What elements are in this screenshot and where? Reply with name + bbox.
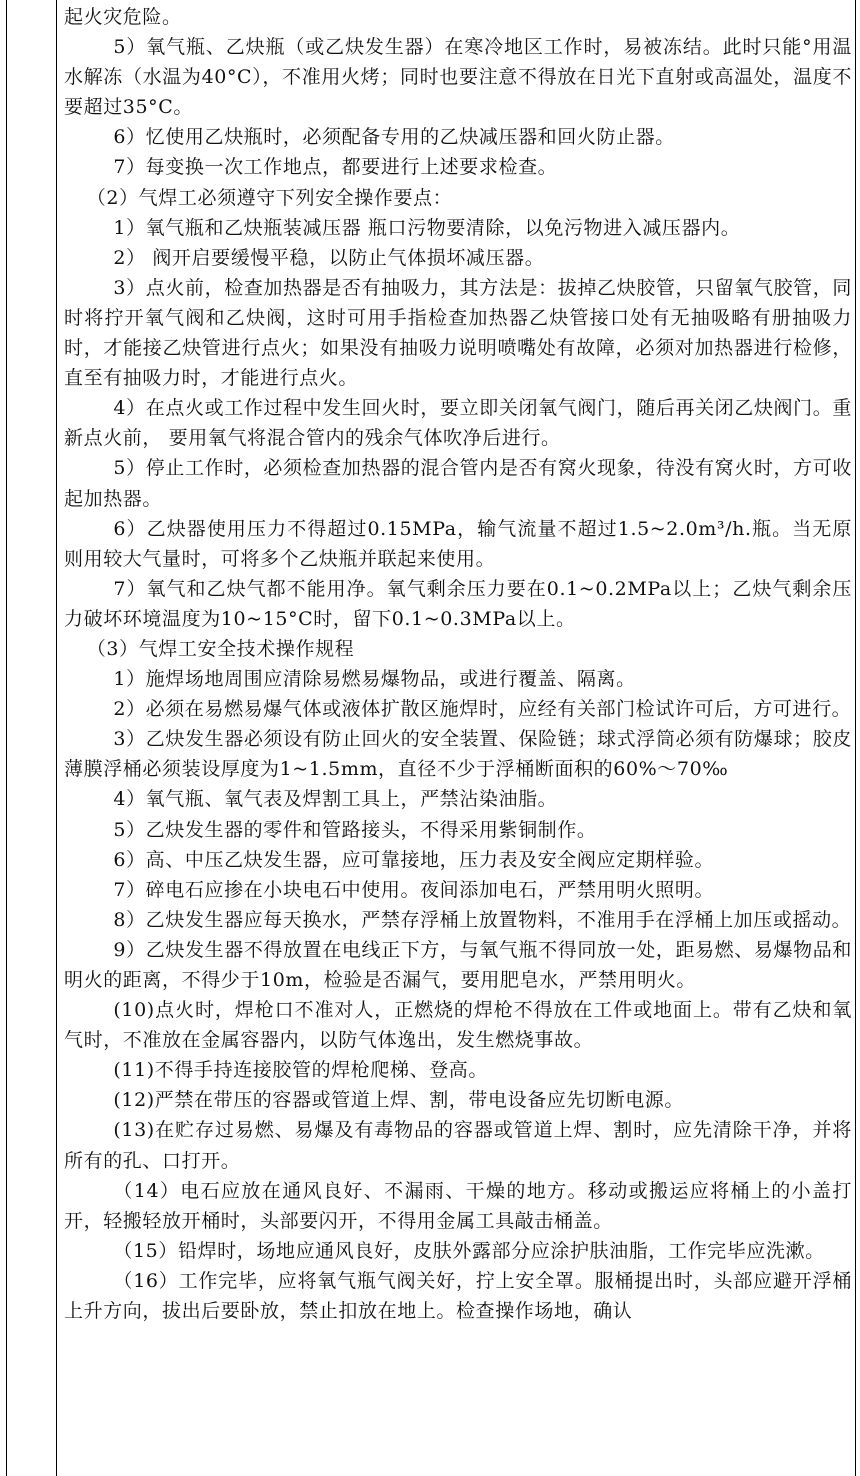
paragraph: 4）在点火或工作过程中发生回火时，要立即关闭氧气阀门，随后再关闭乙炔阀门。重新点火前， 要用氧气将混合管内的残余气体吹净后进行。 [64, 397, 852, 450]
paragraph: 6）高、中压乙炔发生器，应可靠接地，压力表及安全阀应定期样验。 [113, 848, 715, 871]
paragraph: 9）乙炔发生器不得放置在电线正下方，与氧气瓶不得同放一处，距易燃、易爆物品和明火的距离，不得少于10m，检验是否漏气，要用肥皂水，严禁用明火。 [64, 938, 852, 991]
paragraph: （15）铅焊时，场地应通风良好，皮肤外露部分应涂护肤油脂，工作完毕应洗漱。 [113, 1239, 825, 1262]
paragraph: 5）停止工作时，必须检查加热器的混合管内是否有窝火现象，待没有窝火时，方可收起加热器。 [64, 457, 852, 510]
paragraph: 2） 阀开启要缓慢平稳，以防止气体损坏减压器。 [113, 246, 545, 269]
paragraph: 1）施焊场地周围应清除易燃易爆物品，或进行覆盖、隔离。 [113, 668, 636, 691]
paragraph: (10)点火时，焊枪口不准对人，正燃烧的焊枪不得放在工件或地面上。带有乙炔和氧气时，不准放在金属容器内，以防气体逸出，发生燃烧事故。 [64, 999, 852, 1052]
table-border-left [6, 0, 7, 1476]
table-border-right [855, 0, 856, 1476]
paragraph: (12)严禁在带压的容器或管道上焊、割，带电设备应先切断电源。 [113, 1089, 684, 1112]
paragraph: 4）氧气瓶、氧气表及焊割工具上，严禁沾染油脂。 [113, 788, 558, 811]
paragraph: (11)不得手持连接胶管的焊枪爬梯、登高。 [113, 1059, 488, 1082]
paragraph: 1）氧气瓶和乙炔瓶装减压器 瓶口污物要清除，以免污物进入减压器内。 [113, 216, 741, 239]
table-column-divider [56, 0, 57, 1476]
paragraph: 3）乙炔发生器必须设有防止回火的安全装置、保险链；球式浮筒必须有防爆球；胶皮薄膜浮桶必须装设厚度为1~1.5mm，直径不少于浮桶断面积的60%～70‰ [64, 728, 852, 781]
paragraph: 5）氧气瓶、乙炔瓶（或乙炔发生器）在寒冷地区工作时，易被冻结。此时只能°用温水解冻（水温为40°C），不准用火烤；同时也要注意不得放在日光下直射或高温处，温度不要超过35°C。 [64, 36, 852, 119]
paragraph: 7）碎电石应掺在小块电石中使用。夜间添加电石，严禁用明火照明。 [113, 878, 715, 901]
paragraph: (13)在贮存过易燃、易爆及有毒物品的容器或管道上焊、割时，应先清除干净，并将所有的孔、口打开。 [64, 1119, 852, 1172]
paragraph: 6）忆使用乙炔瓶时，必须配备专用的乙炔减压器和回火防止器。 [113, 126, 675, 149]
paragraph: 2）必须在易燃易爆气体或液体扩散区施焊时，应经有关部门检试许可后，方可进行。 [113, 698, 852, 721]
paragraph: （2）气焊工必须遵守下列安全操作要点： [86, 186, 453, 209]
paragraph: 7）氧气和乙炔气都不能用净。氧气剩余压力要在0.1~0.2MPa以上；乙炔气剩余压力破坏环境温度为10~15°C时，留下0.1~0.3MPa以上。 [64, 577, 852, 630]
paragraph: 6）乙炔器使用压力不得超过0.15MPa，输气流量不超过1.5~2.0m³/h.瓶。当无原则用较大气量时，可将多个乙炔瓶并联起来使用。 [64, 517, 852, 570]
paragraph: 起火灾危险。 [64, 6, 182, 28]
paragraph: 5）乙炔发生器的零件和管路接头，不得采用紫铜制作。 [113, 818, 597, 841]
paragraph: （3）气焊工安全技术操作规程 [86, 637, 355, 660]
paragraph: （16）工作完毕，应将氧气瓶气阀关好，拧上安全罩。服桶提出时，头部应避开浮桶上升方向，拔出后要卧放，禁止扣放在地上。检查操作场地，确认 [64, 1269, 852, 1323]
paragraph: 7）每变换一次工作地点，都要进行上述要求检查。 [113, 156, 558, 179]
paragraph: （14）电石应放在通风良好、不漏雨、干燥的地方。移动或搬运应将桶上的小盖打开，轻搬轻放开桶时，头部要闪开，不得用金属工具敲击桶盖。 [64, 1179, 852, 1232]
paragraph: 8）乙炔发生器应每天换水，严禁存浮桶上放置物料，不准用手在浮桶上加压或摇动。 [113, 908, 852, 931]
document-body [64, 2, 852, 1326]
paragraph: 3）点火前，检查加热器是否有抽吸力，其方法是：拔掉乙炔胶管，只留氧气胶管，同时将拧开氧气阀和乙炔阀，这时可用手指检查加热器乙炔管接口处有无抽吸略有册抽吸力时，才能接乙炔管进行点火；如果没有抽吸力说明喷嘴处有故障，必须对加热器进行检修，直至有抽吸力时，才能进行点火。 [64, 276, 852, 390]
